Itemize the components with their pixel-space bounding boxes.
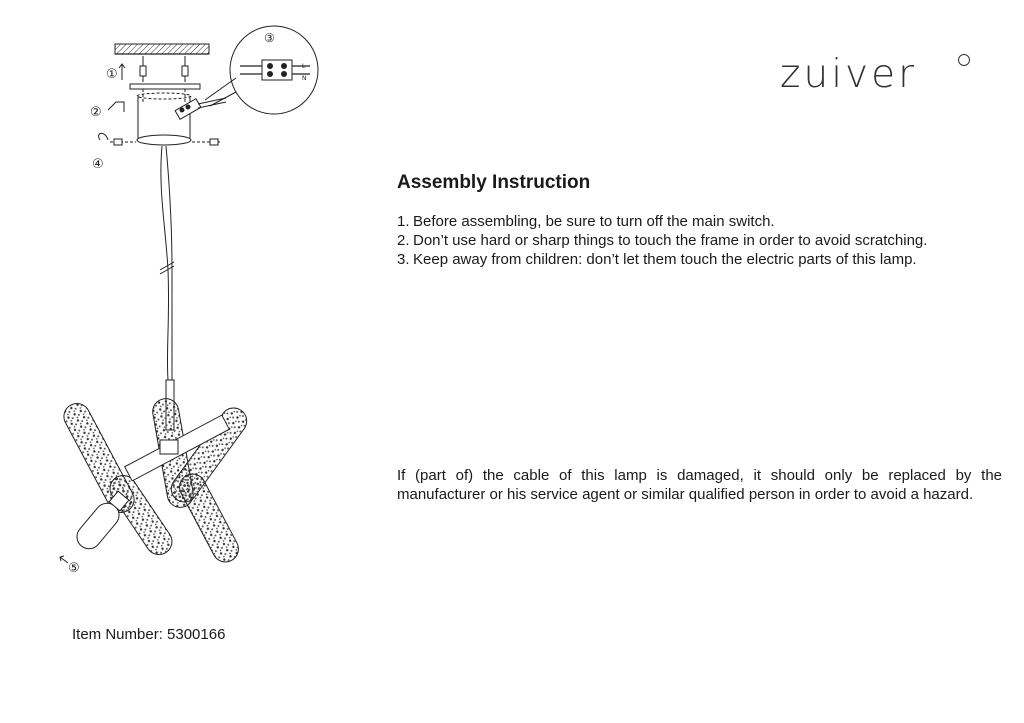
logo-ring-icon (958, 54, 970, 66)
instruction-text: Before assembling, be sure to turn off the main switch. (413, 213, 775, 230)
item-number: Item Number: 5300166 (72, 626, 226, 643)
instruction-number: 3. (397, 251, 410, 268)
callout-2: ② (90, 105, 102, 120)
ceiling (115, 44, 209, 54)
callout-4: ④ (92, 157, 104, 172)
brand-logo: zuiver (780, 52, 918, 97)
light-bulb (72, 491, 129, 553)
safety-notice: If (part of) the cable of this lamp is damaged, it should only be replaced by the manufacturer or his service agent or similar qualified person in order to avoid a hazard. (397, 467, 1002, 503)
instruction-number: 2. (397, 232, 410, 249)
ceiling-screws (140, 56, 188, 82)
canopy (137, 93, 191, 145)
assembly-diagram (40, 0, 340, 610)
instruction-text: Don’t use hard or sharp things to touch the frame in order to avoid scratching. (413, 232, 928, 249)
instruction-list (397, 212, 1002, 269)
callout-1: ① (106, 67, 118, 82)
instruction-text: Keep away from children: don’t let them touch the electric parts of this lamp. (413, 251, 917, 268)
instruction-item (397, 250, 1002, 269)
page-title: Assembly Instruction (397, 172, 591, 193)
suspension-cable (160, 146, 174, 380)
instruction-item (397, 212, 1002, 231)
instruction-item (397, 231, 1002, 250)
callout-5: ⑤ (68, 561, 80, 576)
instruction-number: 1. (397, 213, 410, 230)
callout-3: ③ (264, 31, 275, 45)
wire-label-l: L (302, 63, 306, 70)
wire-label-n: N (302, 75, 307, 82)
wire-detail-zoom (205, 26, 318, 114)
